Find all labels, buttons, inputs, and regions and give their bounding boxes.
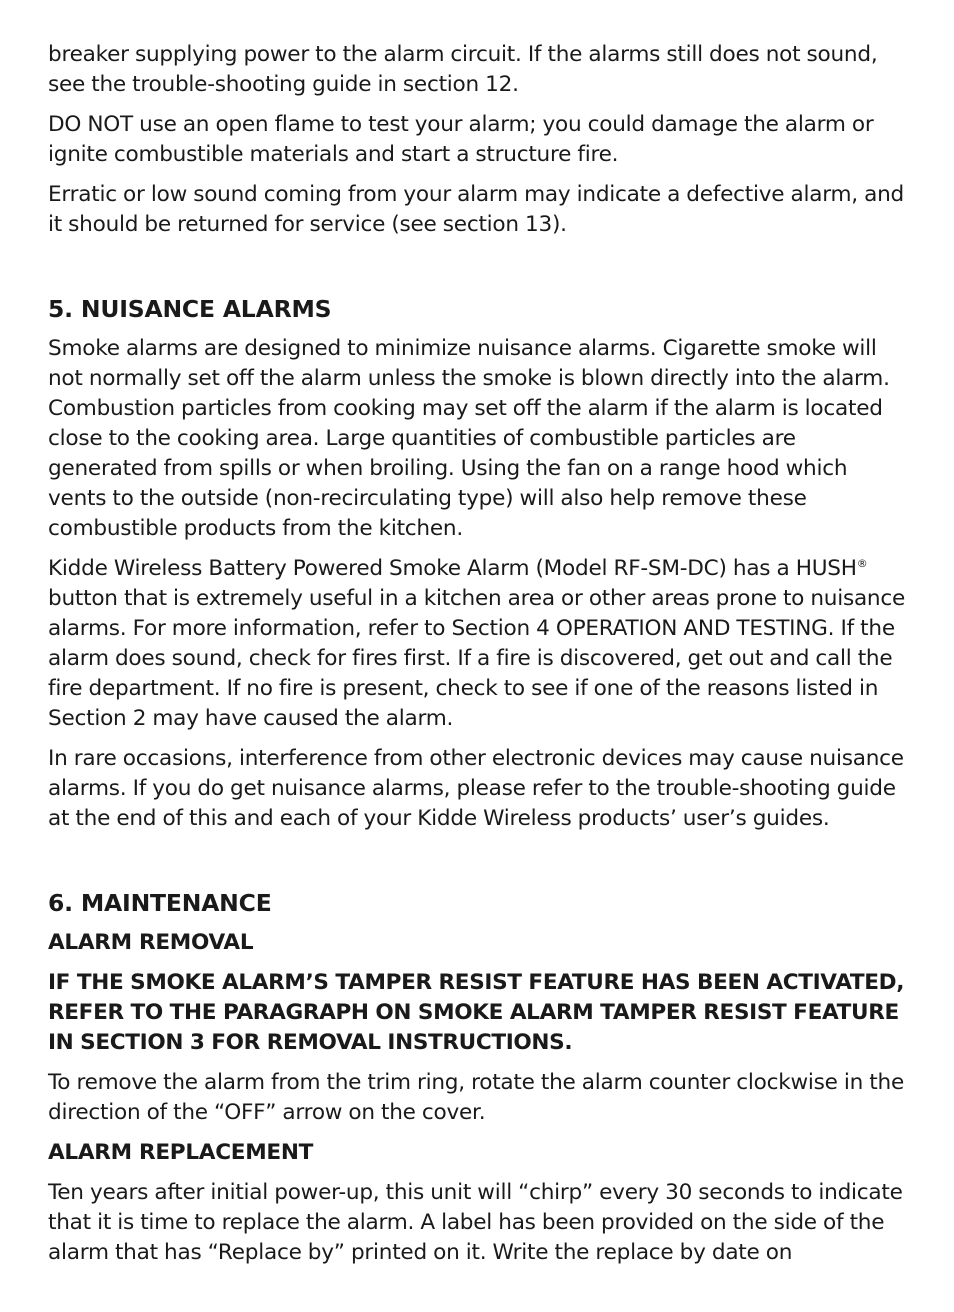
manual-page xyxy=(48,40,910,1278)
alarm-removal-subheading: ALARM REMOVAL xyxy=(48,930,254,955)
tamper-resist-warning: IF THE SMOKE ALARM’S TAMPER RESIST FEATURE HAS BEEN ACTIVATED, REFER TO THE PARAGRAPH ON SMOKE ALARM TAMPER RESIST FEATURE IN SECTION 3 FOR REMOVAL INSTRUCTIONS. xyxy=(48,970,905,1055)
alarm-removal-paragraph: To remove the alarm from the trim ring, rotate the alarm counter clockwise in the direction of the “OFF” arrow on the cover. xyxy=(48,1070,904,1125)
section-5-paragraph-3: In rare occasions, interference from other electronic devices may cause nuisance alarms. If you do get nuisance alarms, please refer to the trouble-shooting guide at the end of this and each of your Kidde Wireless products’ user’s guides. xyxy=(48,746,904,831)
alarm-replacement-subheading: ALARM REPLACEMENT xyxy=(48,1140,314,1165)
section-5-paragraph-2-end: button that is extremely useful in a kitchen area or other areas prone to nuisance alarms. For more information, refer to Section 4 OPERATION AND TESTING. If the alarm does sound, check for fires first. If a fire is discovered, get out and call the fire department. If no fire is present, check to see if one of the reasons listed in Section 2 may have caused the alarm. xyxy=(48,586,906,731)
registered-mark: ® xyxy=(856,556,868,570)
section-5-heading: 5. NUISANCE ALARMS xyxy=(48,295,332,323)
intro-paragraph-1: breaker supplying power to the alarm circuit. If the alarms still does not sound, see the trouble-shooting guide in section 12. xyxy=(48,42,878,97)
section-6-heading: 6. MAINTENANCE xyxy=(48,889,272,917)
section-spacer xyxy=(48,250,910,294)
section-spacer xyxy=(48,844,910,888)
section-5-paragraph-1: Smoke alarms are designed to minimize nuisance alarms. Cigarette smoke will not normally set off the alarm unless the smoke is blown directly into the alarm. Combustion particles from cooking may set off the alarm if the alarm is located close to the cooking area. Large quantities of combustible particles are generated from spills or when broiling. Using the fan on a range hood which vents to the outside (non-recirculating type) will also help remove these combustible products from the kitchen. xyxy=(48,336,890,541)
intro-paragraph-2: DO NOT use an open flame to test your alarm; you could damage the alarm or ignite combustible materials and start a structure fire. xyxy=(48,112,874,167)
alarm-replacement-paragraph: Ten years after initial power-up, this unit will “chirp” every 30 seconds to indicate that it is time to replace the alarm. A label has been provided on the side of the alarm that has “Replace by” printed on it. Write the replace by date on xyxy=(48,1180,903,1265)
intro-paragraph-3: Erratic or low sound coming from your alarm may indicate a defective alarm, and it should be returned for service (see section 13). xyxy=(48,182,904,237)
section-5-paragraph-2 xyxy=(48,554,910,734)
section-5-paragraph-2-start: Kidde Wireless Battery Powered Smoke Alarm (Model RF-SM-DC) has a HUSH xyxy=(48,556,857,581)
